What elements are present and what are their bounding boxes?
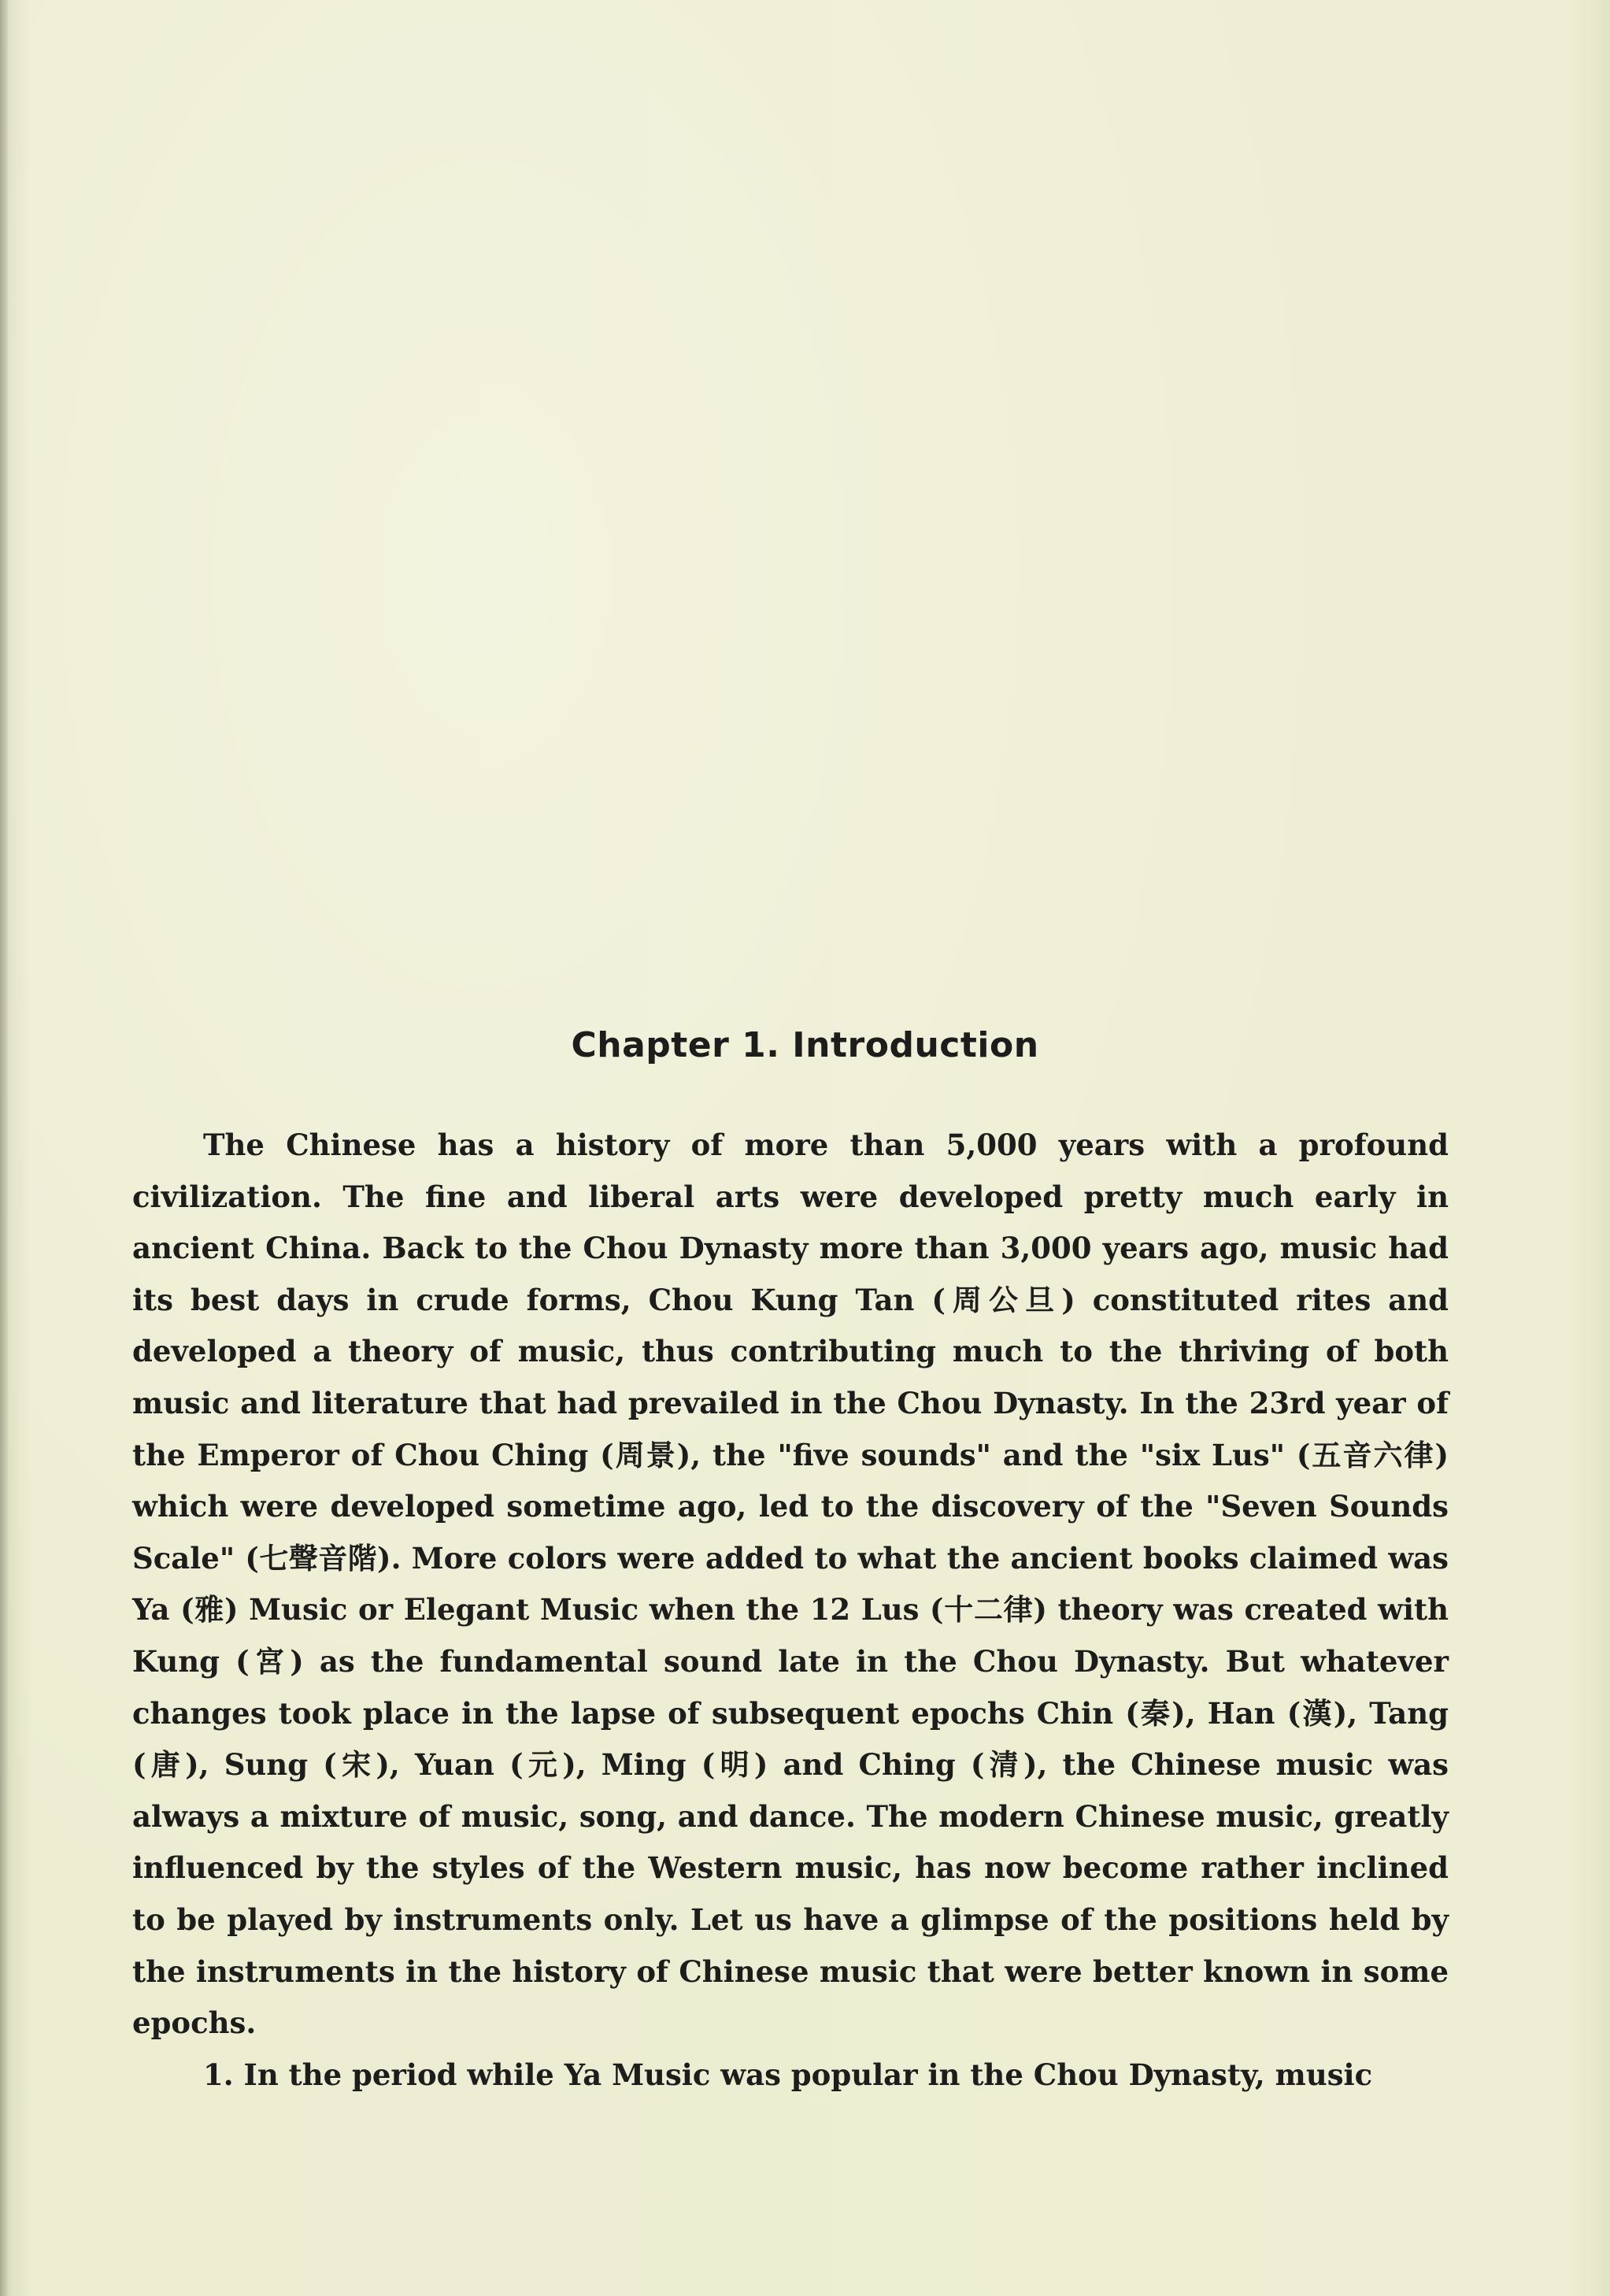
- paragraph-item-1: 1. In the period while Ya Music was popular in the Chou Dynasty, music: [203, 2057, 1373, 2092]
- page-binding-edge: [0, 0, 8, 2296]
- chapter-title: Chapter 1. Introduction: [571, 1025, 1039, 1065]
- paragraph-intro: The Chinese has a history of more than 5,000 years with a profound civilization. The fine and liberal arts were developed pretty much early in ancient China. Back to the Chou Dynasty more than 3,000 years ago, music had its best days in crude forms, Chou Kung Tan (周公旦) constituted rites and developed a theory of music, thus contributing much to the thriving of both music and literature that had prevailed in the Chou Dynasty. In the 23rd year of the Emperor of Chou Ching (周景), the "five sounds" and the "six Lus" (五音六律) which were developed sometime ago, led to the discovery of the "Seven Sounds Scale" (七聲音階). More colors were added to what the ancient books claimed was Ya (雅) Music or Elegant Music when the 12 Lus (十二律) theory was created with Kung (宮) as the fundamental sound late in the Chou Dynasty. But whatever changes took place in the lapse of subsequent epochs Chin (秦), Han (漢), Tang (唐), Sung (宋), Yuan (元), Ming (明) and Ching (清), the Chinese music was always a mixture of music, song, and dance. The modern Chinese music, greatly influenced by the styles of the Western music, has now become rather inclined to be played by instruments only. Let us have a glimpse of the positions held by the instruments in the history of Chinese music that were better known in some epochs.: [132, 1128, 1449, 2041]
- chapter-body: [132, 1120, 1449, 2101]
